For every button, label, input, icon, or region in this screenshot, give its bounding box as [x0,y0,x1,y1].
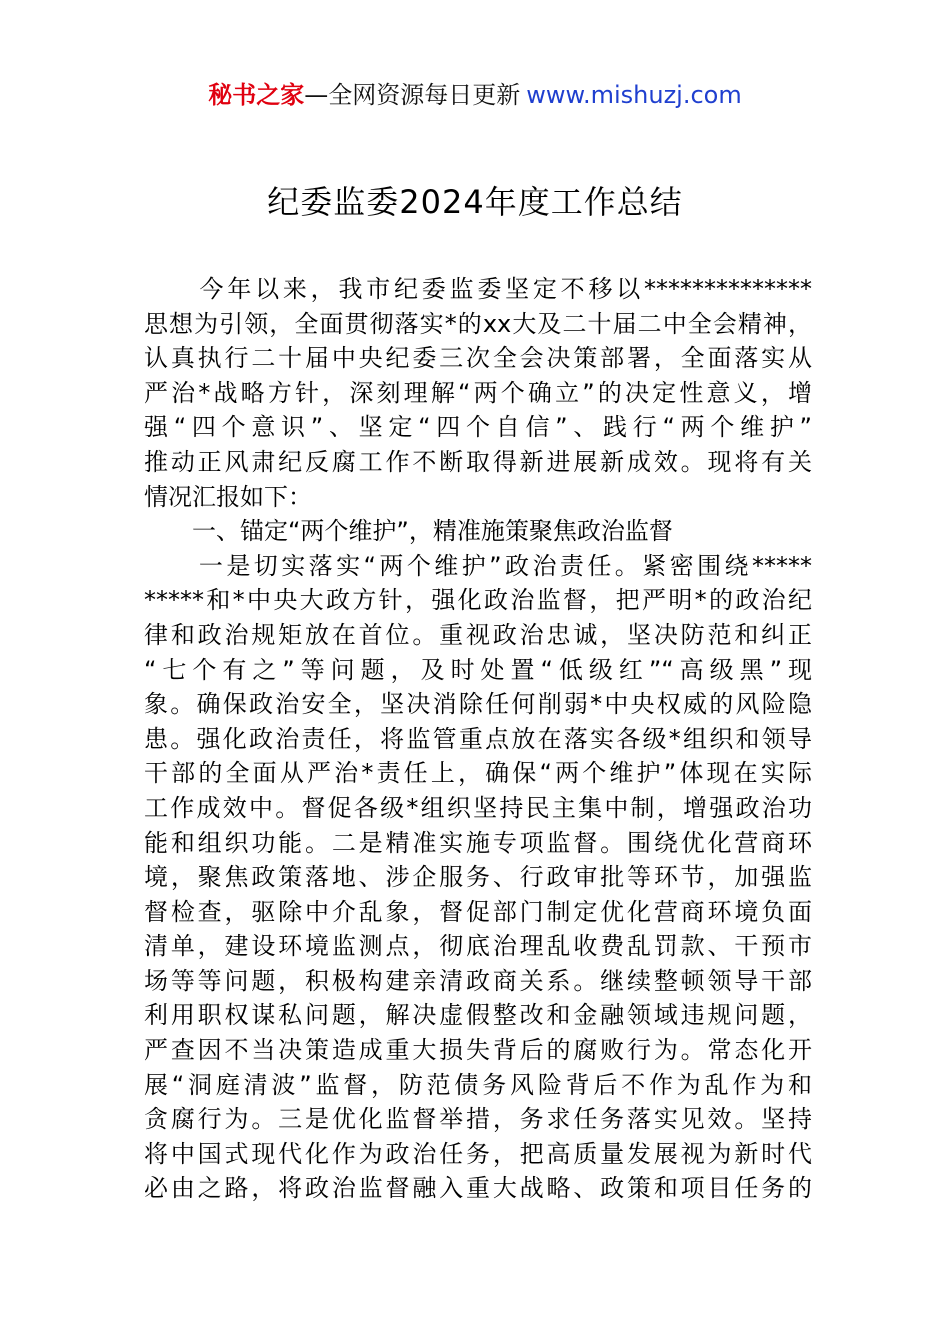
body-line: 清单，建设环境监测点，彻底治理乱收费乱罚款、干预市 [144,932,812,961]
body-line: 严治*战略方针，深刻理解“两个确立”的决定性意义，增 [144,378,812,407]
body-line: 强“四个意识”、坚定“四个自信”、践行“两个维护” [144,413,812,442]
section-heading: 一、锚定“两个维护”，精准施策聚焦政治监督 [144,517,673,546]
document-body [144,272,812,1206]
site-header-banner [0,78,950,112]
body-line: 展“洞庭清波”监督，防范债务风险背后不作为乱作为和 [144,1070,812,1099]
body-line: 工作成效中。督促各级*组织坚持民主集中制，增强政治功 [144,793,812,822]
body-line: 干部的全面从严治*责任上，确保“两个维护”体现在实际 [144,759,812,788]
site-brand-name: 秘书之家 [208,81,305,109]
body-line: 一是切实落实“两个维护”政治责任。紧密围绕***** [144,551,812,580]
body-line: 认真执行二十届中央纪委三次全会决策部署，全面落实从 [144,344,812,373]
body-line: 情况汇报如下： [144,482,312,511]
site-url-link[interactable]: www.mishuzj.com [526,81,742,109]
body-line: 严查因不当决策造成重大损失背后的腐败行为。常态化开 [144,1036,812,1065]
body-line: 督检查，驱除中介乱象，督促部门制定优化营商环境负面 [144,897,812,926]
document-title: 纪委监委2024年度工作总结 [267,183,683,221]
body-line: 将中国式现代化作为政治任务，把高质量发展视为新时代 [144,1139,812,1168]
body-line: 贪腐行为。三是优化监督举措，务求任务落实见效。坚持 [144,1105,812,1134]
body-line: 今年以来，我市纪委监委坚定不移以************** [144,275,812,303]
body-line: *****和*中央大政方针，强化政治监督，把严明*的政治纪 [144,586,812,615]
site-tagline: —全网资源每日更新 [304,81,521,109]
body-line: 境，聚焦政策落地、涉企服务、行政审批等环节，加强监 [144,863,812,892]
body-line: 能和组织功能。二是精准实施专项监督。围绕优化营商环 [144,828,812,857]
body-line: 场等等问题，积极构建亲清政商关系。继续整顿领导干部 [144,966,812,995]
body-line: 推动正风肃纪反腐工作不断取得新进展新成效。现将有关 [144,447,812,476]
body-line: 律和政治规矩放在首位。重视政治忠诚，坚决防范和纠正 [144,620,812,649]
body-line: 思想为引领，全面贯彻落实*的xx大及二十届二中全会精神， [144,309,812,338]
body-line: 必由之路，将政治监督融入重大战略、政策和项目任务的 [144,1174,812,1203]
body-line: “七个有之”等问题，及时处置“低级红”“高级黑”现 [144,655,812,684]
body-line: 患。强化政治责任，将监管重点放在落实各级*组织和领导 [144,724,812,753]
body-line: 象。确保政治安全，坚决消除任何削弱*中央权威的风险隐 [144,690,812,719]
body-line: 利用职权谋私问题，解决虚假整改和金融领域违规问题， [144,1001,812,1030]
